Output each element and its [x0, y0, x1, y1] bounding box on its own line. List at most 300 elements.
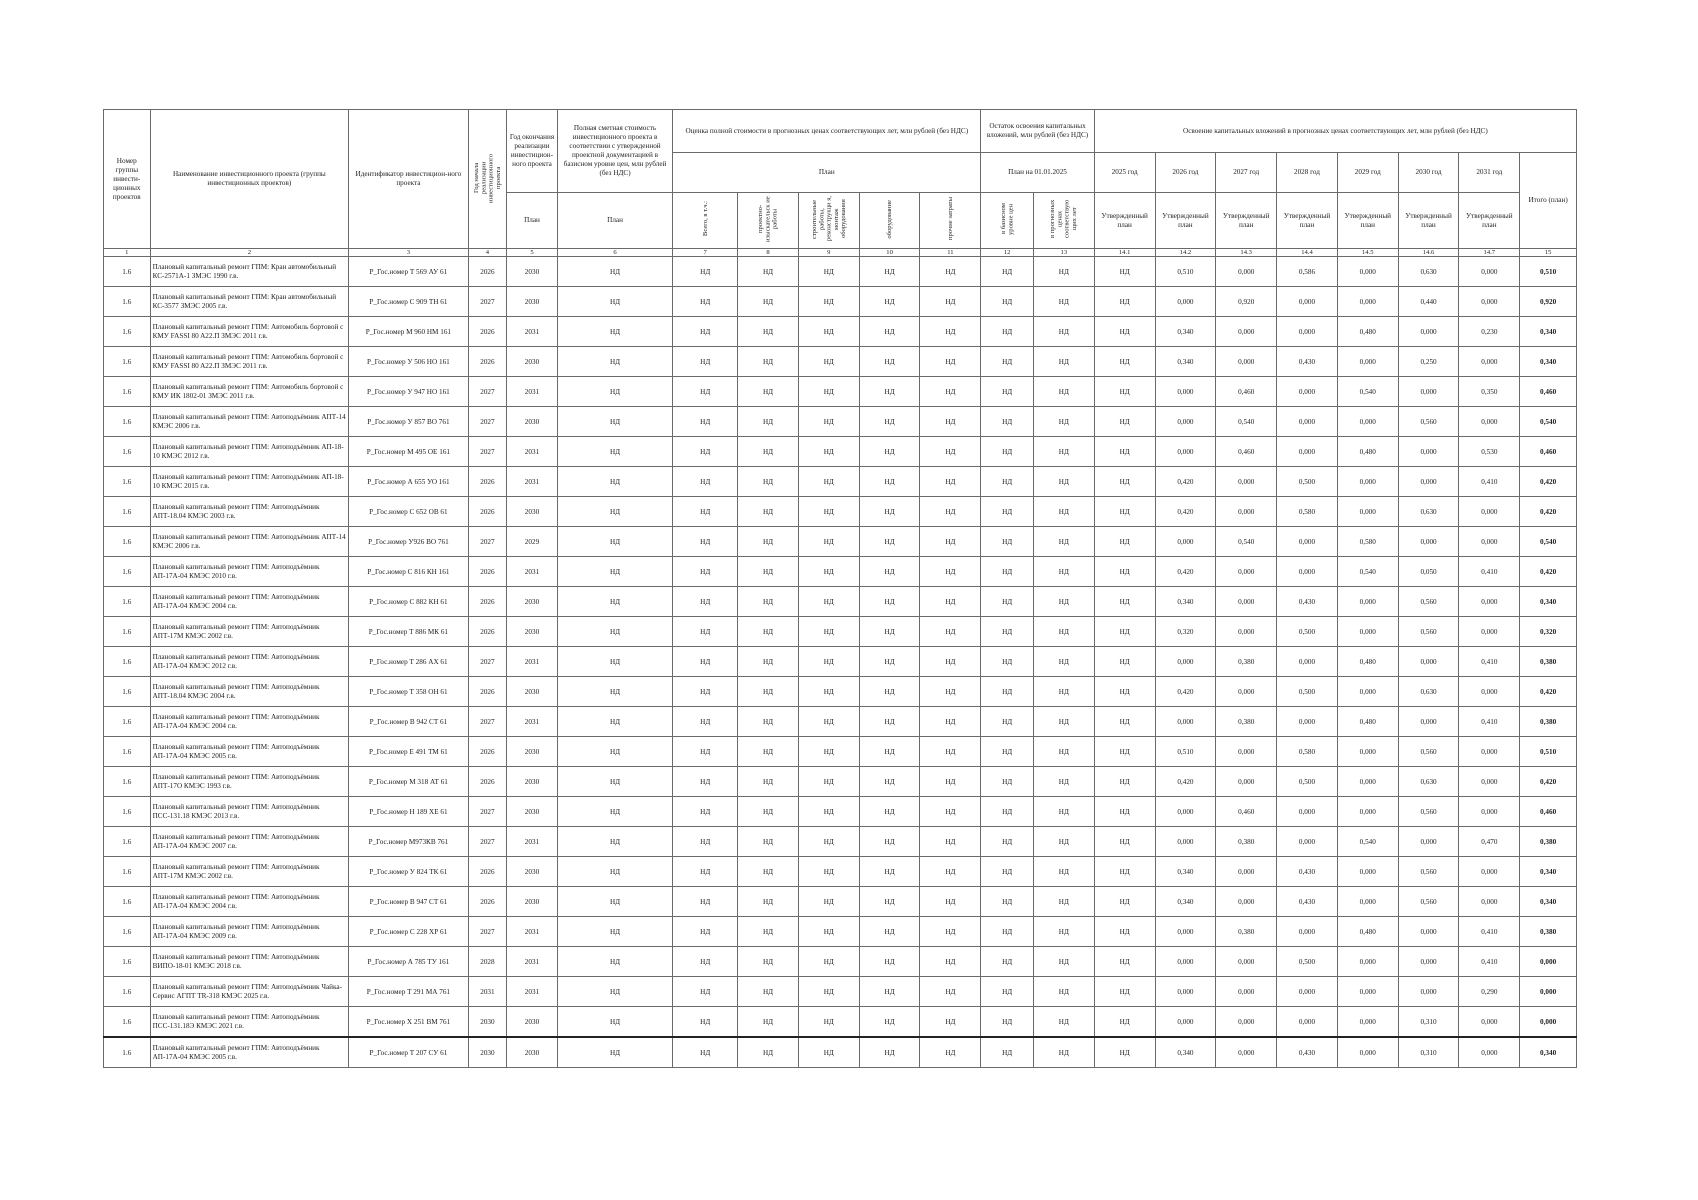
design-works-cell: НД [738, 737, 799, 767]
plan-2025-cell: НД [1094, 497, 1155, 527]
header-approved-2026: Утвержденный план [1155, 193, 1216, 249]
end-year-cell: 2031 [507, 917, 558, 947]
plan-2030-cell: 0,630 [1398, 497, 1459, 527]
other-costs-cell: НД [920, 1037, 981, 1068]
construction-works-cell: НД [798, 887, 859, 917]
total-cell: 0,320 [1520, 617, 1577, 647]
project-name-cell: Плановый капитальный ремонт ГПМ: Автомобиль бортовой с КМУ ИК 1802-01 ЗМЭС 2011 г.в. [150, 377, 349, 407]
estimated-cost-cell: НД [557, 557, 672, 587]
remain-forecast-cell: НД [1033, 287, 1094, 317]
plan-2030-cell: 0,000 [1398, 977, 1459, 1007]
construction-works-cell: НД [798, 467, 859, 497]
plan-2025-cell: НД [1094, 467, 1155, 497]
project-name-cell: Плановый капитальный ремонт ГПМ: Автоподъёмник АПТ-18.04 КМЭС 2003 г.в. [150, 497, 349, 527]
equipment-cell: НД [859, 1037, 920, 1068]
equipment-cell: НД [859, 377, 920, 407]
plan-2027-cell: 0,540 [1216, 527, 1277, 557]
project-id-cell: Р_Гос.номер С 816 КН 161 [349, 557, 469, 587]
design-works-cell: НД [738, 497, 799, 527]
header-project-id: Идентификатор инвестицион-ного проекта [349, 110, 469, 249]
estimated-cost-cell: НД [557, 467, 672, 497]
full-cost-total-cell: НД [673, 767, 738, 797]
design-works-cell: НД [738, 1007, 799, 1038]
total-cell: 0,340 [1520, 887, 1577, 917]
design-works-cell: НД [738, 617, 799, 647]
project-id-cell: Р_Гос.номер Т 358 ОН 61 [349, 677, 469, 707]
plan-2025-cell: НД [1094, 677, 1155, 707]
plan-2028-cell: 0,000 [1277, 437, 1338, 467]
table-row [104, 617, 1577, 647]
table-row [104, 377, 1577, 407]
plan-2027-cell: 0,000 [1216, 497, 1277, 527]
equipment-cell: НД [859, 317, 920, 347]
plan-2029-cell: 0,000 [1337, 1037, 1398, 1068]
plan-2031-cell: 0,000 [1459, 497, 1520, 527]
plan-2025-cell: НД [1094, 647, 1155, 677]
end-year-cell: 2030 [507, 407, 558, 437]
plan-2028-cell: 0,500 [1277, 767, 1338, 797]
total-cell: 0,420 [1520, 557, 1577, 587]
remain-forecast-cell: НД [1033, 917, 1094, 947]
remain-base-cell: НД [981, 827, 1034, 857]
design-works-cell: НД [738, 1037, 799, 1068]
project-id-cell: Р_Гос.номер М 960 НМ 161 [349, 317, 469, 347]
header-full-cost-group: Оценка полной стоимости в прогнозных ценах соответствующих лет, млн рублей (без НДС) [673, 110, 981, 153]
project-id-cell: Р_Гос.номер Т 207 СУ 61 [349, 1037, 469, 1068]
plan-2027-cell: 0,000 [1216, 887, 1277, 917]
plan-2027-cell: 0,000 [1216, 587, 1277, 617]
full-cost-total-cell: НД [673, 377, 738, 407]
header-construction-works: строительные работы, реконструкци я, монтаж оборудования [798, 193, 859, 249]
other-costs-cell: НД [920, 827, 981, 857]
plan-2029-cell: 0,000 [1337, 257, 1398, 287]
equipment-cell: НД [859, 617, 920, 647]
total-cell: 0,000 [1520, 947, 1577, 977]
group-number-cell: 1.6 [104, 587, 151, 617]
estimated-cost-cell: НД [557, 797, 672, 827]
estimated-cost-cell: НД [557, 947, 672, 977]
plan-2026-cell: 0,000 [1155, 1007, 1216, 1038]
construction-works-cell: НД [798, 737, 859, 767]
other-costs-cell: НД [920, 257, 981, 287]
project-id-cell: Р_Гос.номер Х 251 ВМ 761 [349, 1007, 469, 1038]
end-year-cell: 2030 [507, 857, 558, 887]
estimated-cost-cell: НД [557, 257, 672, 287]
header-year-2028: 2028 год [1277, 153, 1338, 193]
estimated-cost-cell: НД [557, 497, 672, 527]
project-id-cell: Р_Гос.номер У 506 НО 161 [349, 347, 469, 377]
plan-2025-cell: НД [1094, 437, 1155, 467]
table-row [104, 887, 1577, 917]
end-year-cell: 2031 [507, 707, 558, 737]
plan-2026-cell: 0,000 [1155, 917, 1216, 947]
full-cost-total-cell: НД [673, 737, 738, 767]
full-cost-total-cell: НД [673, 1007, 738, 1038]
plan-2030-cell: 0,630 [1398, 677, 1459, 707]
plan-2030-cell: 0,000 [1398, 437, 1459, 467]
project-id-cell: Р_Гос.номер Т 291 МА 761 [349, 977, 469, 1007]
end-year-cell: 2030 [507, 497, 558, 527]
table-row [104, 287, 1577, 317]
full-cost-total-cell: НД [673, 527, 738, 557]
table-row [104, 737, 1577, 767]
total-cell: 0,000 [1520, 977, 1577, 1007]
project-name-cell: Плановый капитальный ремонт ГПМ: Автоподъёмник АП-17А-04 КМЭС 2012 г.в. [150, 647, 349, 677]
group-number-cell: 1.6 [104, 827, 151, 857]
other-costs-cell: НД [920, 737, 981, 767]
plan-2030-cell: 0,000 [1398, 707, 1459, 737]
project-id-cell: Р_Гос.номер М973КВ 761 [349, 827, 469, 857]
plan-2027-cell: 0,920 [1216, 287, 1277, 317]
total-cell: 0,380 [1520, 827, 1577, 857]
plan-2030-cell: 0,560 [1398, 407, 1459, 437]
project-id-cell: Р_Гос.номер А 655 УО 161 [349, 467, 469, 497]
construction-works-cell: НД [798, 497, 859, 527]
start-year-cell: 2027 [468, 527, 506, 557]
plan-2026-cell: 0,510 [1155, 257, 1216, 287]
remain-forecast-cell: НД [1033, 497, 1094, 527]
remain-base-cell: НД [981, 377, 1034, 407]
construction-works-cell: НД [798, 617, 859, 647]
plan-2031-cell: 0,530 [1459, 437, 1520, 467]
other-costs-cell: НД [920, 947, 981, 977]
plan-2026-cell: 0,000 [1155, 377, 1216, 407]
total-cell: 0,380 [1520, 707, 1577, 737]
plan-2025-cell: НД [1094, 737, 1155, 767]
plan-2030-cell: 0,000 [1398, 647, 1459, 677]
plan-2030-cell: 0,050 [1398, 557, 1459, 587]
project-name-cell: Плановый капитальный ремонт ГПМ: Автоподъёмник АП-17А-04 КМЭС 2004 г.в. [150, 707, 349, 737]
total-cell: 0,510 [1520, 737, 1577, 767]
plan-2026-cell: 0,320 [1155, 617, 1216, 647]
plan-2027-cell: 0,380 [1216, 827, 1277, 857]
group-number-cell: 1.6 [104, 647, 151, 677]
equipment-cell: НД [859, 887, 920, 917]
remain-base-cell: НД [981, 557, 1034, 587]
total-cell: 0,380 [1520, 647, 1577, 677]
plan-2027-cell: 0,000 [1216, 347, 1277, 377]
project-id-cell: Р_Гос.номер В 942 СТ 61 [349, 707, 469, 737]
full-cost-total-cell: НД [673, 587, 738, 617]
project-id-cell: Р_Гос.номер С 228 ХР 61 [349, 917, 469, 947]
end-year-cell: 2031 [507, 977, 558, 1007]
plan-2029-cell: 0,000 [1337, 467, 1398, 497]
full-cost-total-cell: НД [673, 467, 738, 497]
remain-forecast-cell: НД [1033, 1037, 1094, 1068]
plan-2028-cell: 0,000 [1277, 1007, 1338, 1038]
construction-works-cell: НД [798, 557, 859, 587]
plan-2029-cell: 0,000 [1337, 1007, 1398, 1038]
group-number-cell: 1.6 [104, 467, 151, 497]
plan-2031-cell: 0,000 [1459, 767, 1520, 797]
design-works-cell: НД [738, 527, 799, 557]
total-cell: 0,420 [1520, 497, 1577, 527]
estimated-cost-cell: НД [557, 647, 672, 677]
full-cost-total-cell: НД [673, 797, 738, 827]
plan-2029-cell: 0,480 [1337, 647, 1398, 677]
plan-2026-cell: 0,420 [1155, 467, 1216, 497]
remain-base-cell: НД [981, 647, 1034, 677]
plan-2028-cell: 0,580 [1277, 737, 1338, 767]
plan-2030-cell: 0,560 [1398, 587, 1459, 617]
project-id-cell: Р_Гос.номер У 857 ВО 761 [349, 407, 469, 437]
end-year-cell: 2031 [507, 557, 558, 587]
header-approved-2031: Утвержденный план [1459, 193, 1520, 249]
plan-2031-cell: 0,000 [1459, 287, 1520, 317]
project-name-cell: Плановый капитальный ремонт ГПМ: Автоподъёмник АПТ-14 КМЭС 2006 г.в. [150, 407, 349, 437]
design-works-cell: НД [738, 347, 799, 377]
header-start-year: Год начала реализации инвестиционного проекта [468, 110, 506, 249]
column-number: 5 [507, 249, 558, 257]
group-number-cell: 1.6 [104, 1007, 151, 1038]
design-works-cell: НД [738, 557, 799, 587]
plan-2029-cell: 0,000 [1337, 767, 1398, 797]
group-number-cell: 1.6 [104, 677, 151, 707]
full-cost-total-cell: НД [673, 347, 738, 377]
plan-2026-cell: 0,340 [1155, 887, 1216, 917]
plan-2025-cell: НД [1094, 917, 1155, 947]
total-cell: 0,420 [1520, 677, 1577, 707]
remain-forecast-cell: НД [1033, 617, 1094, 647]
plan-2028-cell: 0,430 [1277, 587, 1338, 617]
design-works-cell: НД [738, 377, 799, 407]
column-number: 10 [859, 249, 920, 257]
total-cell: 0,340 [1520, 347, 1577, 377]
remain-forecast-cell: НД [1033, 557, 1094, 587]
start-year-cell: 2026 [468, 767, 506, 797]
header-equipment: оборудование [859, 193, 920, 249]
plan-2031-cell: 0,000 [1459, 587, 1520, 617]
table-row [104, 707, 1577, 737]
equipment-cell: НД [859, 647, 920, 677]
full-cost-total-cell: НД [673, 497, 738, 527]
table-row [104, 1007, 1577, 1038]
estimated-cost-cell: НД [557, 707, 672, 737]
plan-2028-cell: 0,000 [1277, 917, 1338, 947]
total-cell: 0,420 [1520, 767, 1577, 797]
project-name-cell: Плановый капитальный ремонт ГПМ: Автоподъёмник АП-17А-04 КМЭС 2005 г.в. [150, 1037, 349, 1068]
remain-base-cell: НД [981, 587, 1034, 617]
plan-2025-cell: НД [1094, 617, 1155, 647]
remain-forecast-cell: НД [1033, 737, 1094, 767]
remain-forecast-cell: НД [1033, 827, 1094, 857]
plan-2025-cell: НД [1094, 317, 1155, 347]
end-year-cell: 2030 [507, 617, 558, 647]
plan-2029-cell: 0,540 [1337, 377, 1398, 407]
project-id-cell: Р_Гос.номер С 652 ОВ 61 [349, 497, 469, 527]
plan-2026-cell: 0,000 [1155, 407, 1216, 437]
construction-works-cell: НД [798, 407, 859, 437]
plan-2031-cell: 0,410 [1459, 917, 1520, 947]
plan-2029-cell: 0,000 [1337, 287, 1398, 317]
plan-2025-cell: НД [1094, 977, 1155, 1007]
full-cost-total-cell: НД [673, 917, 738, 947]
group-number-cell: 1.6 [104, 257, 151, 287]
project-id-cell: Р_Гос.номер Е 491 ТМ 61 [349, 737, 469, 767]
table-row [104, 677, 1577, 707]
other-costs-cell: НД [920, 887, 981, 917]
group-number-cell: 1.6 [104, 887, 151, 917]
start-year-cell: 2027 [468, 707, 506, 737]
equipment-cell: НД [859, 527, 920, 557]
header-year-2026: 2026 год [1155, 153, 1216, 193]
full-cost-total-cell: НД [673, 287, 738, 317]
design-works-cell: НД [738, 917, 799, 947]
equipment-cell: НД [859, 467, 920, 497]
end-year-cell: 2030 [507, 797, 558, 827]
project-name-cell: Плановый капитальный ремонт ГПМ: Автоподъёмник АП-17А-04 КМЭС 2004 г.в. [150, 587, 349, 617]
total-cell: 0,460 [1520, 797, 1577, 827]
plan-2029-cell: 0,000 [1337, 677, 1398, 707]
other-costs-cell: НД [920, 317, 981, 347]
start-year-cell: 2030 [468, 1007, 506, 1038]
design-works-cell: НД [738, 677, 799, 707]
plan-2029-cell: 0,000 [1337, 977, 1398, 1007]
construction-works-cell: НД [798, 317, 859, 347]
total-cell: 0,380 [1520, 917, 1577, 947]
equipment-cell: НД [859, 857, 920, 887]
group-number-cell: 1.6 [104, 497, 151, 527]
plan-2029-cell: 0,540 [1337, 557, 1398, 587]
group-number-cell: 1.6 [104, 767, 151, 797]
equipment-cell: НД [859, 797, 920, 827]
design-works-cell: НД [738, 947, 799, 977]
estimated-cost-cell: НД [557, 437, 672, 467]
plan-2031-cell: 0,000 [1459, 887, 1520, 917]
construction-works-cell: НД [798, 287, 859, 317]
project-name-cell: Плановый капитальный ремонт ГПМ: Автоподъёмник АП-18-10 КМЭС 2012 г.в. [150, 437, 349, 467]
estimated-cost-cell: НД [557, 677, 672, 707]
header-group-number: Номер группы инвести-ционных проектов [104, 110, 151, 249]
group-number-cell: 1.6 [104, 917, 151, 947]
project-name-cell: Плановый капитальный ремонт ГПМ: Автоподъёмник АПТ-17О КМЭС 1993 г.в. [150, 767, 349, 797]
estimated-cost-cell: НД [557, 767, 672, 797]
project-name-cell: Плановый капитальный ремонт ГПМ: Автоподъёмник АП-17А-04 КМЭС 2010 г.в. [150, 557, 349, 587]
total-cell: 0,340 [1520, 587, 1577, 617]
plan-2028-cell: 0,000 [1277, 707, 1338, 737]
other-costs-cell: НД [920, 767, 981, 797]
start-year-cell: 2030 [468, 1037, 506, 1068]
group-number-cell: 1.6 [104, 377, 151, 407]
plan-2025-cell: НД [1094, 1007, 1155, 1038]
project-id-cell: Р_Гос.номер У 947 НО 161 [349, 377, 469, 407]
plan-2029-cell: 0,000 [1337, 737, 1398, 767]
header-year-2031: 2031 год [1459, 153, 1520, 193]
other-costs-cell: НД [920, 407, 981, 437]
plan-2026-cell: 0,000 [1155, 707, 1216, 737]
remain-base-cell: НД [981, 497, 1034, 527]
full-cost-total-cell: НД [673, 887, 738, 917]
construction-works-cell: НД [798, 707, 859, 737]
estimated-cost-cell: НД [557, 917, 672, 947]
plan-2025-cell: НД [1094, 257, 1155, 287]
design-works-cell: НД [738, 467, 799, 497]
plan-2025-cell: НД [1094, 587, 1155, 617]
equipment-cell: НД [859, 557, 920, 587]
start-year-cell: 2028 [468, 947, 506, 977]
other-costs-cell: НД [920, 437, 981, 467]
full-cost-total-cell: НД [673, 617, 738, 647]
other-costs-cell: НД [920, 677, 981, 707]
plan-2031-cell: 0,000 [1459, 407, 1520, 437]
plan-2028-cell: 0,500 [1277, 677, 1338, 707]
total-cell: 0,920 [1520, 287, 1577, 317]
header-total-incl: Всего, в т.ч.: [673, 193, 738, 249]
remain-base-cell: НД [981, 767, 1034, 797]
start-year-cell: 2026 [468, 317, 506, 347]
table-row [104, 647, 1577, 677]
total-cell: 0,340 [1520, 1037, 1577, 1068]
project-name-cell: Плановый капитальный ремонт ГПМ: Автоподъёмник АП-17А-04 КМЭС 2004 г.в. [150, 887, 349, 917]
plan-2026-cell: 0,420 [1155, 557, 1216, 587]
header-forecast-prices: в прогнозных ценах соответствую щих лет [1033, 193, 1094, 249]
end-year-cell: 2030 [507, 587, 558, 617]
group-number-cell: 1.6 [104, 947, 151, 977]
start-year-cell: 2027 [468, 647, 506, 677]
equipment-cell: НД [859, 587, 920, 617]
start-year-cell: 2026 [468, 257, 506, 287]
plan-2028-cell: 0,586 [1277, 257, 1338, 287]
header-year-2025: 2025 год [1094, 153, 1155, 193]
table-row [104, 527, 1577, 557]
plan-2030-cell: 0,560 [1398, 737, 1459, 767]
plan-2030-cell: 0,000 [1398, 827, 1459, 857]
column-number: 1 [104, 249, 151, 257]
plan-2030-cell: 0,000 [1398, 317, 1459, 347]
table-body [104, 249, 1577, 1068]
plan-2029-cell: 0,580 [1337, 527, 1398, 557]
equipment-cell: НД [859, 767, 920, 797]
plan-2027-cell: 0,380 [1216, 707, 1277, 737]
end-year-cell: 2030 [507, 1007, 558, 1038]
plan-2026-cell: 0,000 [1155, 437, 1216, 467]
estimated-cost-cell: НД [557, 1007, 672, 1038]
header-approved-2028: Утвержденный план [1277, 193, 1338, 249]
header-cost-plan: План [557, 193, 672, 249]
plan-2030-cell: 0,310 [1398, 1007, 1459, 1038]
estimated-cost-cell: НД [557, 617, 672, 647]
plan-2027-cell: 0,000 [1216, 977, 1277, 1007]
full-cost-total-cell: НД [673, 977, 738, 1007]
plan-2029-cell: 0,000 [1337, 857, 1398, 887]
plan-2031-cell: 0,000 [1459, 797, 1520, 827]
plan-2030-cell: 0,560 [1398, 617, 1459, 647]
remain-forecast-cell: НД [1033, 317, 1094, 347]
plan-2027-cell: 0,540 [1216, 407, 1277, 437]
remain-forecast-cell: НД [1033, 677, 1094, 707]
project-name-cell: Плановый капитальный ремонт ГПМ: Автоподъёмник АПТ-18.04 КМЭС 2004 г.в. [150, 677, 349, 707]
plan-2030-cell: 0,630 [1398, 257, 1459, 287]
plan-2026-cell: 0,420 [1155, 497, 1216, 527]
group-number-cell: 1.6 [104, 347, 151, 377]
column-number: 13 [1033, 249, 1094, 257]
estimated-cost-cell: НД [557, 317, 672, 347]
remain-base-cell: НД [981, 947, 1034, 977]
end-year-cell: 2031 [507, 437, 558, 467]
other-costs-cell: НД [920, 587, 981, 617]
remain-forecast-cell: НД [1033, 407, 1094, 437]
column-number: 4 [468, 249, 506, 257]
group-number-cell: 1.6 [104, 617, 151, 647]
design-works-cell: НД [738, 407, 799, 437]
project-name-cell: Плановый капитальный ремонт ГПМ: Автоподъёмник АП-17А-04 КМЭС 2007 г.в. [150, 827, 349, 857]
header-estimated-cost: Полная сметная стоимость инвестиционного проекта в соответствии с утвержденной проектной документацией в базисном уровне цен, млн рублей (без НДС) [557, 110, 672, 193]
project-id-cell: Р_Гос.номер У926 ВО 761 [349, 527, 469, 557]
end-year-cell: 2030 [507, 767, 558, 797]
estimated-cost-cell: НД [557, 407, 672, 437]
plan-2027-cell: 0,000 [1216, 617, 1277, 647]
plan-2030-cell: 0,250 [1398, 347, 1459, 377]
